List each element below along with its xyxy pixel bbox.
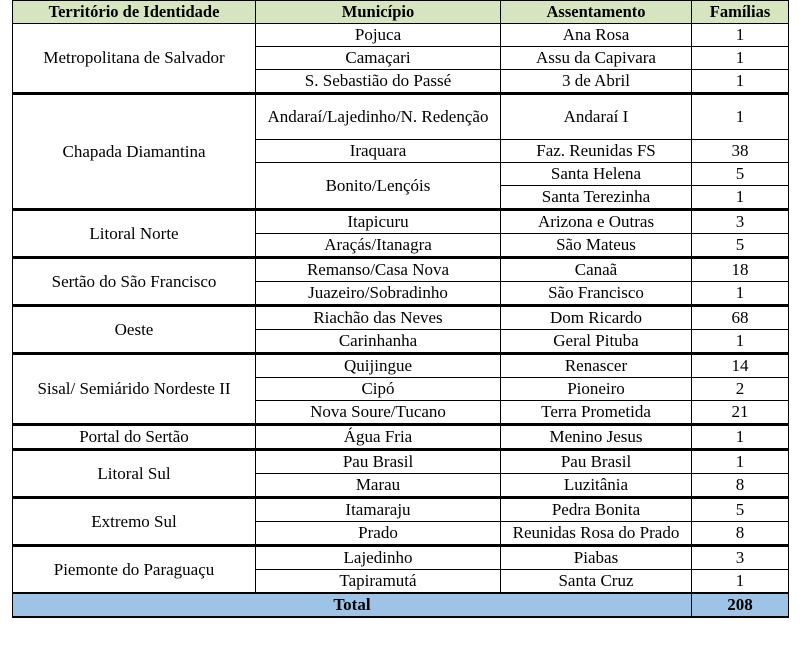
- familias-cell: 68: [692, 306, 789, 330]
- municipio-cell: Iraquara: [256, 140, 501, 163]
- table-row: [13, 258, 789, 282]
- assentamento-cell: São Francisco: [501, 282, 692, 306]
- assentamento-cell: Terra Prometida: [501, 401, 692, 425]
- assentamento-cell: Dom Ricardo: [501, 306, 692, 330]
- territorio-cell: Litoral Norte: [13, 210, 256, 258]
- municipio-cell: Remanso/Casa Nova: [256, 258, 501, 282]
- assentamento-cell: Pedra Bonita: [501, 498, 692, 522]
- assentamento-cell: Ana Rosa: [501, 24, 692, 47]
- table-row: [13, 210, 789, 234]
- municipio-cell: S. Sebastião do Passé: [256, 70, 501, 94]
- territorio-cell: Sisal/ Semiárido Nordeste II: [13, 354, 256, 425]
- assentamento-cell: Santa Cruz: [501, 570, 692, 594]
- municipio-cell: Carinhanha: [256, 330, 501, 354]
- familias-cell: 5: [692, 498, 789, 522]
- familias-cell: 1: [692, 186, 789, 210]
- table-row: [13, 450, 789, 474]
- assentamento-cell: Pioneiro: [501, 378, 692, 401]
- territorio-cell: Litoral Sul: [13, 450, 256, 498]
- header-familias: Famílias: [692, 1, 789, 24]
- familias-cell: 8: [692, 474, 789, 498]
- familias-cell: 18: [692, 258, 789, 282]
- municipio-cell: Araçás/Itanagra: [256, 234, 501, 258]
- total-row: [13, 593, 789, 617]
- municipio-cell: Nova Soure/Tucano: [256, 401, 501, 425]
- territorio-cell: Piemonte do Paraguaçu: [13, 546, 256, 594]
- assentamento-cell: Faz. Reunidas FS: [501, 140, 692, 163]
- municipio-cell: Camaçari: [256, 47, 501, 70]
- assentamento-cell: Luzitânia: [501, 474, 692, 498]
- assentamento-cell: Santa Terezinha: [501, 186, 692, 210]
- municipio-cell: Pojuca: [256, 24, 501, 47]
- familias-cell: 1: [692, 282, 789, 306]
- familias-cell: 1: [692, 425, 789, 450]
- familias-cell: 3: [692, 210, 789, 234]
- familias-cell: 5: [692, 234, 789, 258]
- familias-cell: 1: [692, 24, 789, 47]
- municipio-cell: Bonito/Lençóis: [256, 163, 501, 210]
- settlements-table: [12, 0, 789, 618]
- assentamento-cell: Renascer: [501, 354, 692, 378]
- municipio-cell: Tapiramutá: [256, 570, 501, 594]
- assentamento-cell: Canaã: [501, 258, 692, 282]
- familias-cell: 1: [692, 570, 789, 594]
- municipio-cell: Itapicuru: [256, 210, 501, 234]
- assentamento-cell: Geral Pituba: [501, 330, 692, 354]
- familias-cell: 8: [692, 522, 789, 546]
- municipio-cell: Prado: [256, 522, 501, 546]
- familias-cell: 38: [692, 140, 789, 163]
- assentamento-cell: Piabas: [501, 546, 692, 570]
- table-row: [13, 306, 789, 330]
- territorio-cell: Portal do Sertão: [13, 425, 256, 450]
- municipio-cell: Riachão das Neves: [256, 306, 501, 330]
- territorio-cell: Sertão do São Francisco: [13, 258, 256, 306]
- familias-cell: 21: [692, 401, 789, 425]
- table-row: [13, 354, 789, 378]
- table-row: [13, 94, 789, 140]
- municipio-cell: Juazeiro/Sobradinho: [256, 282, 501, 306]
- municipio-cell: Cipó: [256, 378, 501, 401]
- municipio-cell: Quijingue: [256, 354, 501, 378]
- assentamento-cell: 3 de Abril: [501, 70, 692, 94]
- table-row: [13, 24, 789, 47]
- territorio-cell: Oeste: [13, 306, 256, 354]
- familias-cell: 1: [692, 330, 789, 354]
- municipio-cell: Marau: [256, 474, 501, 498]
- total-value: 208: [692, 593, 789, 617]
- table-body: [13, 24, 789, 594]
- header-territorio: Território de Identidade: [13, 1, 256, 24]
- municipio-cell: Água Fria: [256, 425, 501, 450]
- assentamento-cell: São Mateus: [501, 234, 692, 258]
- territorio-cell: Metropolitana de Salvador: [13, 24, 256, 94]
- familias-cell: 1: [692, 450, 789, 474]
- familias-cell: 1: [692, 70, 789, 94]
- familias-cell: 5: [692, 163, 789, 186]
- table-row: [13, 546, 789, 570]
- familias-cell: 2: [692, 378, 789, 401]
- familias-cell: 1: [692, 94, 789, 140]
- assentamento-cell: Menino Jesus: [501, 425, 692, 450]
- territorio-cell: Extremo Sul: [13, 498, 256, 546]
- assentamento-cell: Andaraí I: [501, 94, 692, 140]
- assentamento-cell: Pau Brasil: [501, 450, 692, 474]
- municipio-cell: Andaraí/Lajedinho/N. Redenção: [256, 94, 501, 140]
- familias-cell: 3: [692, 546, 789, 570]
- familias-cell: 1: [692, 47, 789, 70]
- table-header-row: [13, 1, 789, 24]
- total-label: Total: [13, 593, 692, 617]
- assentamento-cell: Reunidas Rosa do Prado: [501, 522, 692, 546]
- assentamento-cell: Assu da Capivara: [501, 47, 692, 70]
- assentamento-cell: Arizona e Outras: [501, 210, 692, 234]
- header-municipio: Município: [256, 1, 501, 24]
- table-row: [13, 498, 789, 522]
- familias-cell: 14: [692, 354, 789, 378]
- municipio-cell: Pau Brasil: [256, 450, 501, 474]
- assentamento-cell: Santa Helena: [501, 163, 692, 186]
- municipio-cell: Lajedinho: [256, 546, 501, 570]
- header-assentamento: Assentamento: [501, 1, 692, 24]
- territorio-cell: Chapada Diamantina: [13, 94, 256, 210]
- table-row: [13, 425, 789, 450]
- municipio-cell: Itamaraju: [256, 498, 501, 522]
